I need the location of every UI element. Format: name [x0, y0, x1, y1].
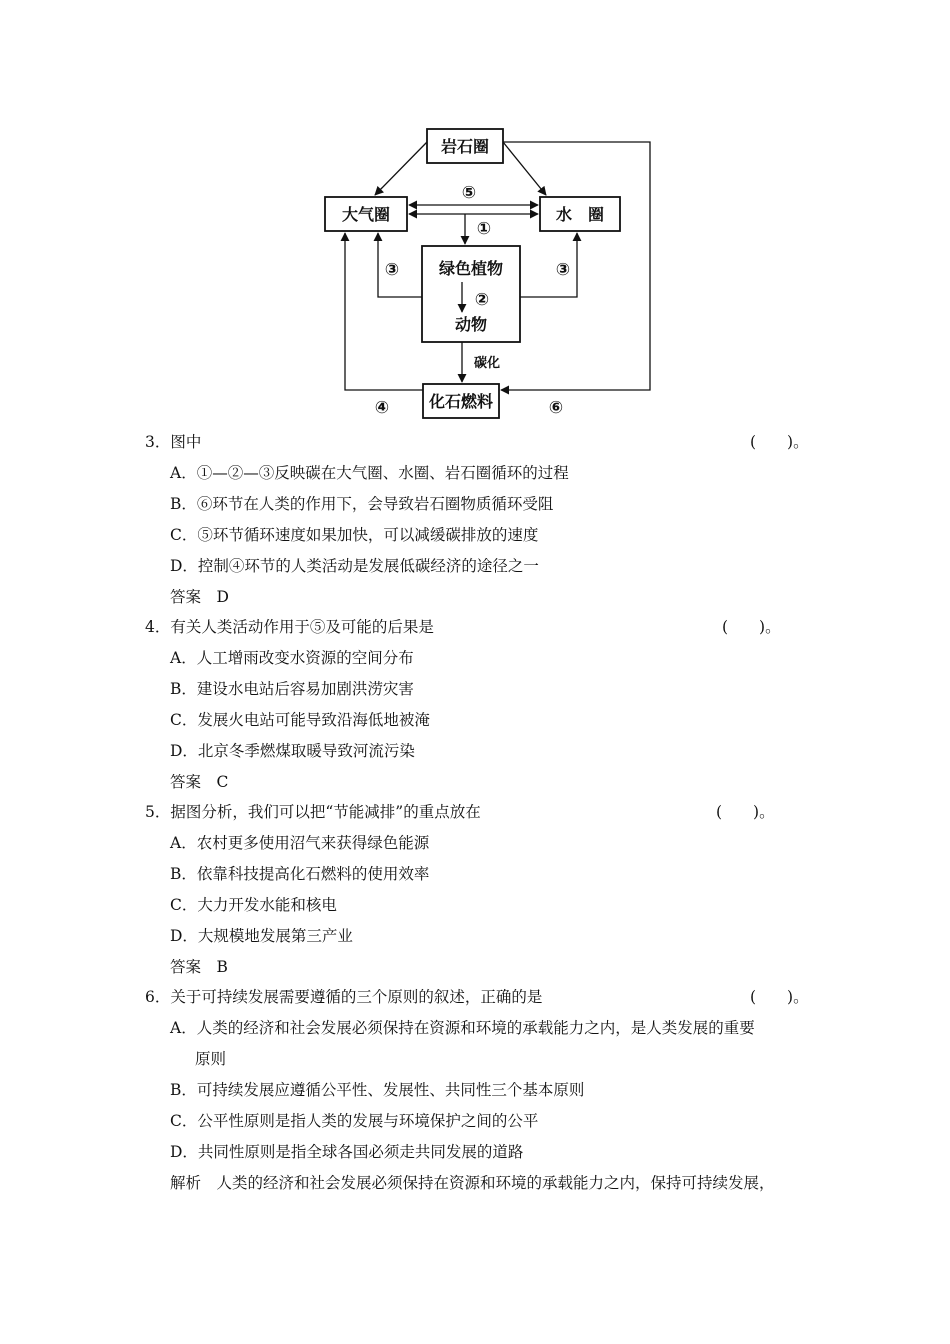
- lithosphere-label: 岩石圈: [440, 137, 490, 156]
- option-a: A．人工增雨改变水资源的空间分布: [170, 649, 414, 667]
- answer: 答案 D: [170, 588, 229, 606]
- label-3-left: ③: [384, 260, 400, 280]
- option-c: C．发展火电站可能导致沿海低地被淹: [170, 711, 430, 729]
- atmosphere-label: 大气圈: [341, 205, 391, 224]
- option-a: A．人类的经济和社会发展必须保持在资源和环境的承载能力之内，是人类发展的重要: [170, 1019, 755, 1037]
- explanation: 解析 人类的经济和社会发展必须保持在资源和环境的承载能力之内，保持可持续发展，: [170, 1174, 775, 1192]
- option-a: A．①—②—③反映碳在大气圈、水圈、岩石圈循环的过程: [170, 464, 569, 482]
- fossil-fuel-label: 化石燃料: [428, 392, 494, 411]
- option-a: A．农村更多使用沼气来获得绿色能源: [170, 834, 430, 852]
- question-stem: 3．图中: [145, 433, 202, 451]
- question-stem: 6．关于可持续发展需要遵循的三个原则的叙述，正确的是: [145, 988, 543, 1006]
- question-stem: 5．据图分析，我们可以把“节能减排”的重点放在: [145, 803, 481, 821]
- label-4: ④: [374, 398, 390, 418]
- label-2: ②: [474, 290, 490, 310]
- answer-parentheses: ( )。: [750, 988, 809, 1006]
- carbon-cycle-diagram: [320, 122, 660, 422]
- option-b: B．建设水电站后容易加剧洪涝灾害: [170, 680, 414, 698]
- option-d: D．北京冬季燃煤取暖导致河流污染: [170, 742, 415, 760]
- option-d: D．大规模地发展第三产业: [170, 927, 353, 945]
- answer-parentheses: ( )。: [722, 618, 781, 636]
- carbonize-label: 碳化: [473, 356, 501, 371]
- option-b: B．依靠科技提高化石燃料的使用效率: [170, 865, 430, 883]
- label-3-right: ③: [555, 260, 571, 280]
- option-c: C．⑤环节循环速度如果加快，可以减缓碳排放的速度: [170, 526, 539, 544]
- option-b: B．⑥环节在人类的作用下，会导致岩石圈物质循环受阻: [170, 495, 554, 513]
- option-a-continued: 原则: [195, 1050, 227, 1068]
- answer: 答案 C: [170, 773, 229, 791]
- hydrosphere-label: 水 圈: [555, 205, 605, 224]
- label-6: ⑥: [548, 398, 564, 418]
- option-d: D．共同性原则是指全球各国必须走共同发展的道路: [170, 1143, 524, 1161]
- answer: 答案 B: [170, 958, 228, 976]
- label-1: ①: [476, 219, 492, 239]
- option-c: C．公平性原则是指人类的发展与环境保护之间的公平: [170, 1112, 539, 1130]
- plants-label: 绿色植物: [438, 259, 504, 278]
- option-d: D．控制④环节的人类活动是发展低碳经济的途径之一: [170, 557, 539, 575]
- answer-parentheses: ( )。: [716, 803, 775, 821]
- label-5: ⑤: [461, 183, 477, 203]
- answer-parentheses: ( )。: [750, 433, 809, 451]
- option-b: B．可持续发展应遵循公平性、发展性、共同性三个基本原则: [170, 1081, 585, 1099]
- question-stem: 4．有关人类活动作用于⑤及可能的后果是: [145, 618, 434, 636]
- animals-label: 动物: [454, 315, 488, 334]
- option-c: C．大力开发水能和核电: [170, 896, 337, 914]
